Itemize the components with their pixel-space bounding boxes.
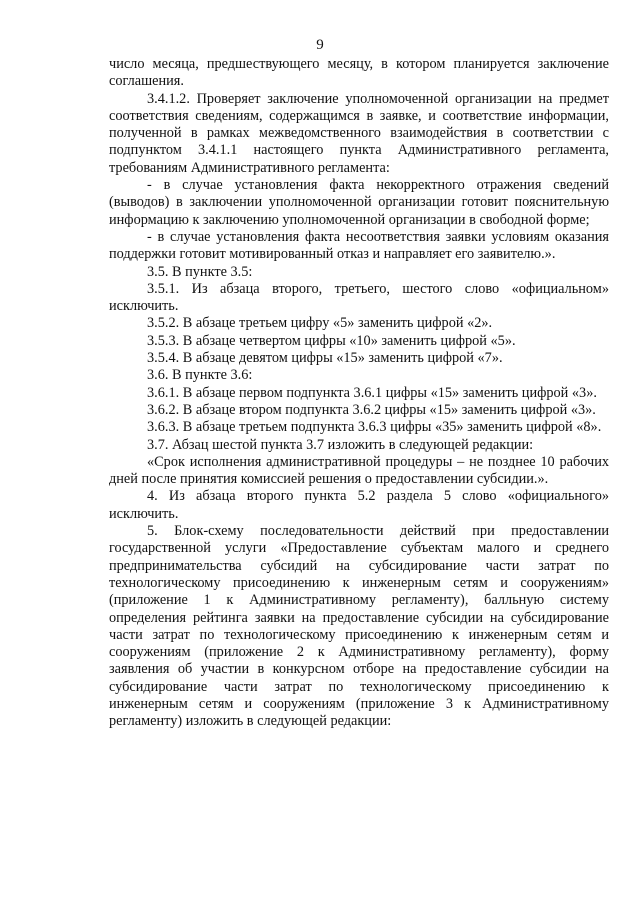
- paragraph-3-5-2: 3.5.2. В абзаце третьем цифру «5» заменить цифрой «2».: [147, 315, 493, 332]
- paragraph-continuation: число месяца, предшествующего месяцу, в котором планируется заключение соглашения.: [109, 56, 609, 90]
- paragraph-3-6-2: 3.6.2. В абзаце втором подпункта 3.6.2 цифры «15» заменить цифрой «3».: [147, 401, 596, 418]
- paragraph-3-6-1: 3.6.1. В абзаце первом подпункта 3.6.1 цифры «15» заменить цифрой «3».: [147, 384, 597, 401]
- paragraph-4: 4. Из абзаца второго пункта 5.2 раздела 5 слово «официального» исключить.: [109, 488, 609, 522]
- paragraph-3-6-3: 3.6.3. В абзаце третьем подпункта 3.6.3 цифры «35» заменить цифрой «8».: [147, 419, 602, 436]
- paragraph-3-5: 3.5. В пункте 3.5:: [147, 263, 253, 280]
- paragraph-3-5-3: 3.5.3. В абзаце четвертом цифры «10» заменить цифрой «5».: [147, 332, 516, 349]
- paragraph-3-6: 3.6. В пункте 3.6:: [147, 367, 253, 384]
- paragraph-5: 5. Блок-схему последовательности действий при предоставлении государственной услуги «Предоставление субъектам малого и среднего предпринимательства субсидий на субсидирование части затрат по технологическому присоединению к инженерным сетям и сооружениям» (приложение 1 к Административному регламенту), балльную систему определения рейтинга заявки на предоставление субсидии на субсидирование части затрат по технологическому присоединению к инженерным сетям и сооружениям (приложение 2 к Административному регламенту), форму заявления об участии в конкурсном отборе на предоставление субсидии на субсидирование части затрат по технологическому присоединению к инженерным сетям и сооружениям (приложение 3 к Административному регламенту) изложить в следующей редакции:: [109, 523, 609, 730]
- paragraph-3-7: 3.7. Абзац шестой пункта 3.7 изложить в следующей редакции:: [147, 436, 534, 453]
- paragraph-3-4-1-2: 3.4.1.2. Проверяет заключение уполномоченной организации на предмет соответствия сведениям, содержащимся в заявке, и соответствие информации, полученной в рамках межведомственного взаимодействия в соответствии с подпунктом 3.4.1.1 настоящего пункта Административного регламента, требованиям Административного регламента:: [109, 90, 609, 176]
- paragraph-quoted-deadline: «Срок исполнения административной процедуры – не позднее 10 рабочих дней после принятия комиссией решения о предоставлении субсидии.».: [109, 453, 609, 488]
- paragraph-3-5-4: 3.5.4. В абзаце девятом цифры «15» заменить цифрой «7».: [147, 350, 503, 367]
- page-number: 9: [316, 37, 324, 53]
- paragraph-3-5-1: 3.5.1. Из абзаца второго, третьего, шестого слово «официальном» исключить.: [109, 280, 609, 315]
- document-body: [109, 56, 609, 731]
- paragraph-bullet-refusal: - в случае установления факта несоответствия заявки условиям оказания поддержки готовит мотивированный отказ и направляет его заявителю.».: [109, 228, 609, 263]
- paragraph-bullet-incorrect-info: - в случае установления факта некорректного отражения сведений (выводов) в заключении уполномоченной организации готовит пояснительную информацию к заключению уполномоченной организации в свободной форме;: [109, 177, 609, 228]
